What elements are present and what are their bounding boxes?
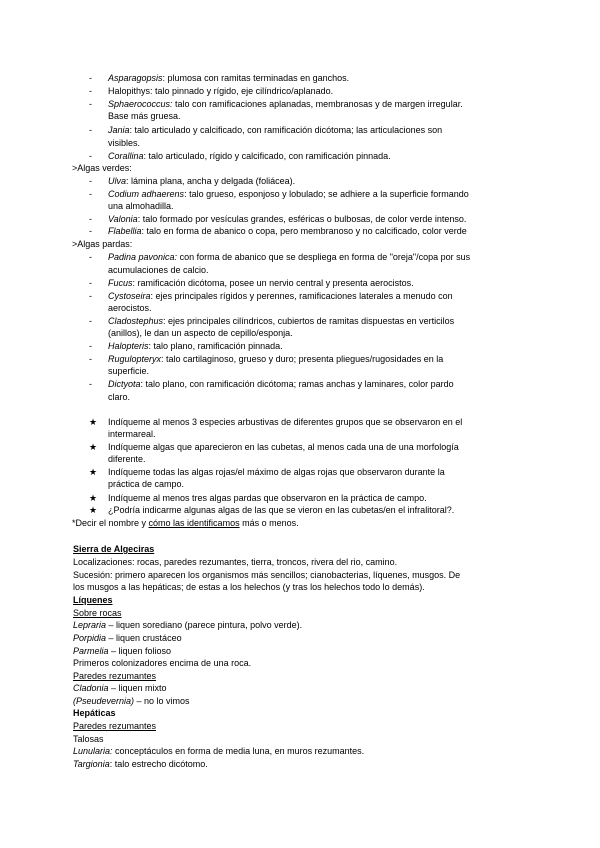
dash-bullet: - — [89, 278, 92, 288]
species-name: Cladonia — [73, 683, 109, 693]
species-line — [73, 758, 208, 770]
species-desc: – no lo vimos — [134, 696, 190, 706]
species-desc: Base más gruesa. — [108, 111, 181, 121]
species-line — [73, 632, 182, 644]
section-title-sierra: Sierra de Algeciras — [73, 544, 155, 554]
species-desc: : talo estrecho dicótomo. — [109, 759, 208, 769]
subheading-paredes: Paredes rezumantes — [73, 671, 157, 681]
note-line — [72, 517, 299, 529]
question-text: intermareal. — [108, 429, 156, 439]
species-line — [73, 745, 364, 757]
species-line — [73, 682, 167, 694]
species-name: Cladostephus — [108, 316, 164, 326]
dash-bullet: - — [89, 99, 92, 109]
species-desc: : lámina plana, ancha y delgada (foliácea). — [126, 176, 296, 186]
species-desc: : ejes principales rígidos y perennes, ramificaciones laterales a menudo con — [150, 291, 453, 301]
question-text: Indíqueme al menos tres algas pardas que observaron en la práctica de campo. — [108, 493, 427, 503]
sucesion-text: los musgos a las hepáticas; de estas a los helechos (y tras los helechos todo lo demás). — [73, 582, 425, 592]
question-text: diferente. — [108, 454, 146, 464]
species-name: Asparagopsis — [108, 73, 163, 83]
species-name: Corallina — [108, 151, 144, 161]
dash-bullet: - — [89, 341, 92, 351]
star-icon: ★ — [89, 467, 98, 477]
species-desc: : talo articulado y calcificado, con ramificación dicótoma; las articulaciones son — [129, 125, 443, 135]
species-desc: conceptáculos en forma de media luna, en muros rezumantes. — [112, 746, 365, 756]
species-desc: – liquen folioso — [108, 646, 172, 656]
section-heading-verdes: >Algas verdes: — [72, 163, 132, 173]
species-desc: : talo formado por vesículas grandes, esféricas o bulbosas, de color verde intenso. — [137, 214, 467, 224]
species-name: Parmelia — [73, 646, 109, 656]
species-name: Ulva — [108, 176, 127, 186]
species-desc: : talo plano, ramificación pinnada. — [148, 341, 283, 351]
dash-bullet: - — [89, 151, 92, 161]
species-name: Valonia — [108, 214, 138, 224]
note-text: *Decir el nombre y — [72, 518, 149, 528]
dash-bullet: - — [89, 354, 92, 364]
species-line — [73, 695, 190, 707]
species-name: Lepraria — [73, 620, 107, 630]
dash-bullet: - — [89, 86, 92, 96]
species-desc: : talo articulado, rígido y calcificado, con ramificación pinnada. — [143, 151, 391, 161]
question-text: Indíqueme al menos 3 especies arbustivas de diferentes grupos que se observaron en el — [108, 417, 463, 427]
species-desc: claro. — [108, 392, 131, 402]
talosas-text: Talosas — [73, 734, 104, 744]
star-icon: ★ — [89, 442, 98, 452]
species-desc: : talo plano, con ramificación dicótoma; ramas anchas y laminares, color pardo — [140, 379, 454, 389]
species-desc: una almohadilla. — [108, 201, 174, 211]
dash-bullet: - — [89, 125, 92, 135]
subheading-paredes: Paredes rezumantes — [73, 721, 157, 731]
dash-bullet: - — [89, 379, 92, 389]
dash-bullet: - — [89, 252, 92, 262]
species-desc: – liquen crustáceo — [106, 633, 182, 643]
section-heading-pardas: >Algas pardas: — [72, 239, 133, 249]
star-icon: ★ — [89, 493, 98, 503]
species-name: Lunularia: — [73, 746, 113, 756]
dash-bullet: - — [89, 291, 92, 301]
star-icon: ★ — [89, 505, 98, 515]
species-name: Rugulopteryx — [108, 354, 162, 364]
dash-bullet: - — [89, 316, 92, 326]
species-desc: : ejes principales cilíndricos, cubiertos de ramitas dispuestas en verticilos — [163, 316, 455, 326]
species-desc: – liquen mixto — [108, 683, 167, 693]
species-desc: acumulaciones de calcio. — [108, 265, 209, 275]
species-desc: : ramificación dicótoma, posee un nervio central y presenta aerocistos. — [132, 278, 414, 288]
species-desc: : plumosa con ramitas terminadas en ganchos. — [162, 73, 350, 83]
question-text: práctica de campo. — [108, 479, 185, 489]
note-underlined: cómo las identificamos — [148, 518, 240, 528]
species-desc: Halopithys: talo pinnado y rígido, eje cilíndrico/aplanado. — [108, 86, 334, 96]
species-desc: visibles. — [108, 138, 141, 148]
sucesion-text: Sucesión: primero aparecen los organismos más sencillos; cianobacterias, líquenes, musgos. De — [73, 570, 461, 580]
primeros-text: Primeros colonizadores encima de una roca. — [73, 658, 252, 668]
species-line — [73, 619, 302, 631]
localizaciones-text: Localizaciones: rocas, paredes rezumantes, tierra, troncos, rivera del rio, camino. — [73, 557, 398, 567]
question-text: Indíqueme todas las algas rojas/el máximo de algas rojas que observaron durante la — [108, 467, 445, 477]
section-title-liquenes: Líquenes — [73, 595, 113, 605]
dash-bullet: - — [89, 176, 92, 186]
species-name: Codium adhaerens — [108, 189, 185, 199]
species-desc: : talo en forma de abanico o copa, pero membranoso y no calcificado, color verde — [141, 226, 467, 236]
species-desc: aerocistos. — [108, 303, 152, 313]
dash-bullet: - — [89, 73, 92, 83]
dash-bullet: - — [89, 226, 92, 236]
species-name: Targionia — [73, 759, 110, 769]
question-text: ¿Podría indicarme algunas algas de las que se vieron en las cubetas/en el infralitoral?. — [108, 505, 455, 515]
species-name: Flabellia — [108, 226, 142, 236]
dash-bullet: - — [89, 189, 92, 199]
species-name: (Pseudevernia) — [73, 696, 135, 706]
species-name: Porpidia — [73, 633, 107, 643]
species-name: Dictyota — [108, 379, 141, 389]
species-name: Halopteris — [108, 341, 149, 351]
note-text: más o menos. — [239, 518, 299, 528]
species-desc: superficie. — [108, 366, 150, 376]
question-text: Indíqueme algas que aparecieron en las cubetas, al menos cada una de una morfología — [108, 442, 459, 452]
species-desc: con forma de abanico que se despliega en forma de "oreja"/copa por sus — [177, 252, 471, 262]
species-desc: : talo cartilaginoso, grueso y duro; presenta pliegues/rugosidades en la — [161, 354, 444, 364]
species-name: Padina pavonica: — [108, 252, 178, 262]
species-desc: : talo grueso, esponjoso y lobulado; se adhiere a la superficie formando — [184, 189, 469, 199]
star-icon: ★ — [89, 417, 98, 427]
species-name: Sphaerococcus: — [108, 99, 173, 109]
species-desc: (anillos), le dan un aspecto de cepillo/esponja. — [108, 328, 293, 338]
subheading-sobre-rocas: Sobre rocas — [73, 608, 122, 618]
dash-bullet: - — [89, 214, 92, 224]
species-name: Jania — [108, 125, 130, 135]
species-line — [73, 645, 171, 657]
section-title-hepaticas: Hepáticas — [73, 708, 116, 718]
species-desc: talo con ramificaciones aplanadas, membranosas y de margen irregular. — [172, 99, 463, 109]
species-desc: – liquen sorediano (parece pintura, polvo verde). — [106, 620, 303, 630]
species-name: Fucus — [108, 278, 133, 288]
species-name: Cystoseira — [108, 291, 151, 301]
